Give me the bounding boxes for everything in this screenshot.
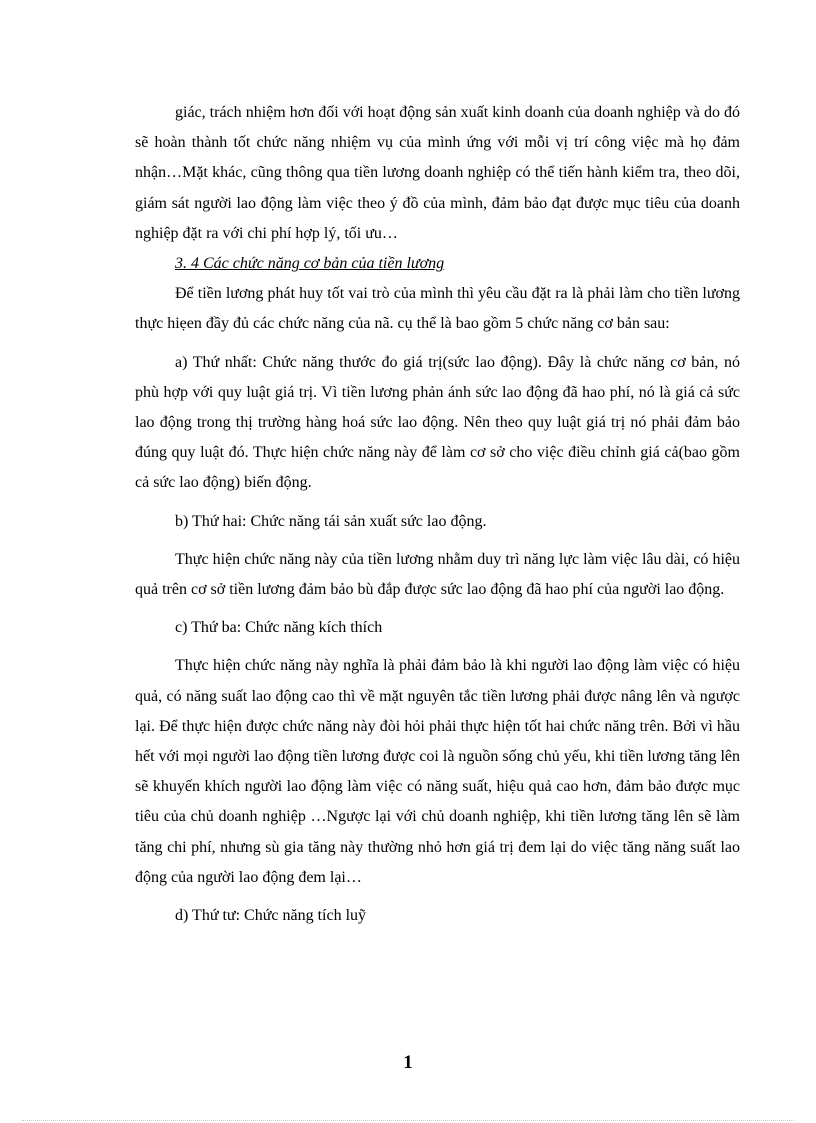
function-b-paragraph: Thực hiện chức năng này của tiền lương nhằm duy trì năng lực làm việc lâu dài, có hiệu quả trên cơ sở tiền lương đảm bảo bù đắp được sức lao động đã hao phí của người lao động. [135,550,740,599]
page-number: 1 [403,1052,413,1073]
section-heading: 3. 4 Các chức năng cơ bản của tiền lương [175,255,445,273]
document-body [135,98,740,931]
function-b-title: b) Thứ hai: Chức năng tái sản xuất sức lao động. [175,512,487,530]
function-c-title: c) Thứ ba: Chức năng kích thích [175,619,383,637]
function-c-paragraph: Thực hiện chức năng này nghĩa là phải đảm bảo là khi người lao động làm việc có hiệu quả, có năng suất lao động cao thì về mặt nguyên tắc tiền lương phải được nâng lên và ngược lại. Để thực hiện được chức năng này đòi hỏi phải thực hiện tốt hai chức năng trên. Bởi vì hầu hết với mọi người lao động tiền lương được coi là nguồn sống chủ yếu, khi tiền lương tăng lên sẽ khuyến khích người lao động làm việc có năng suất, hiệu quả cao hơn, đảm bảo được mục tiêu của chủ doanh nghiệp …Ngược lại với chủ doanh nghiệp, khi tiền lương tăng lên sẽ làm tăng chi phí, nhưng sù gia tăng này thường nhỏ hơn giá trị đem lại do việc tăng năng suất lao động của người lao động đem lại… [135,657,740,886]
section-intro-paragraph: Để tiền lương phát huy tốt vai trò của mình thì yêu cầu đặt ra là phải làm cho tiền lương thực hiẹen đầy đủ các chức năng của nã. cụ thể là bao gồm 5 chức năng cơ bản sau: [135,285,740,333]
intro-paragraph: giác, trách nhiệm hơn đối với hoạt động sản xuất kinh doanh của doanh nghiệp và do đó sẽ hoàn thành tốt chức năng nhiệm vụ của mình ứng với mỗi vị trí công việc mà họ đảm nhận…Mặt khác, cũng thông qua tiền lương doanh nghiệp có thể tiến hành kiểm tra, theo dõi, giám sát người lao động làm việc theo ý đồ của mình, đảm bảo đạt được mục tiêu của doanh nghiệp đặt ra với chi phí hợp lý, tối ưu… [135,104,740,242]
function-d-title: d) Thứ tư: Chức năng tích luỹ [175,907,367,925]
page-bottom-border [22,1120,794,1121]
function-a-paragraph: a) Thứ nhất: Chức năng thước đo giá trị(sức lao động). Đây là chức năng cơ bản, nó phù hợp với quy luật giá trị. Vì tiền lương phản ánh sức lao động đã hao phí, nó là giá cả sức lao động trong thị trường hàng hoá sức lao động. Nên theo quy luật giá trị nó phải đảm bảo đúng quy luật đó. Thực hiện chức năng này để làm cơ sở cho việc điều chỉnh giá cả(bao gồm cả sức lao động) biến động. [135,353,740,492]
